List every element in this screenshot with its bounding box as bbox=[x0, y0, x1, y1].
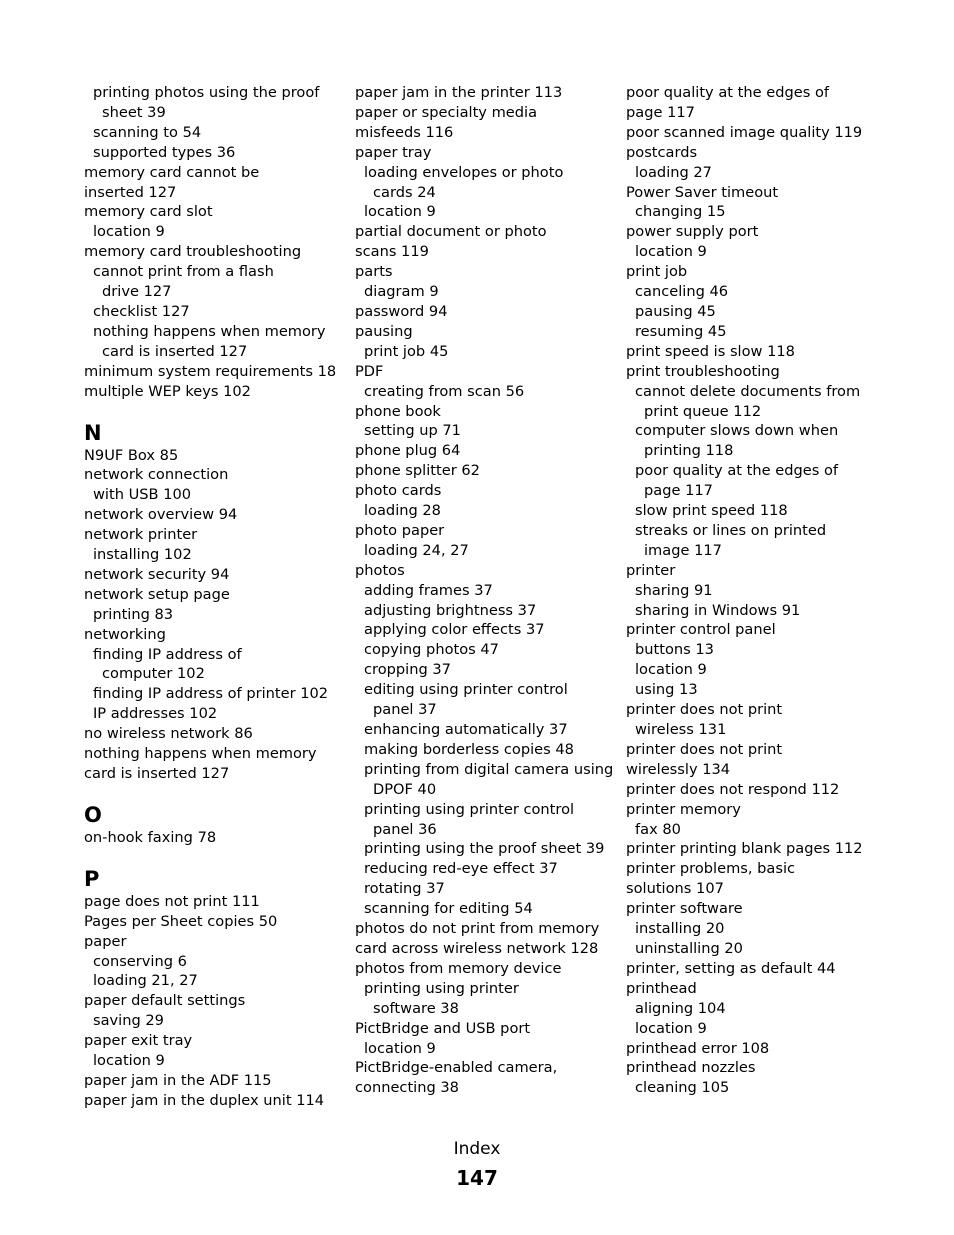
index-entry: parts bbox=[355, 263, 393, 281]
index-subentry: printing photos using the proof bbox=[93, 84, 320, 101]
index-subentry: rotating 37 bbox=[364, 880, 445, 898]
index-subentry: copying photos 47 bbox=[364, 641, 499, 659]
index-subentry: loading envelopes or photo bbox=[364, 163, 564, 181]
index-entry: Power Saver timeout bbox=[626, 183, 779, 201]
index-entry: wirelessly 134 bbox=[626, 760, 731, 778]
index-entry: printer control panel bbox=[626, 621, 776, 639]
index-entry: misfeeds 116 bbox=[355, 123, 454, 141]
index-subentry: printing 83 bbox=[93, 605, 174, 623]
index-entry: paper or specialty media bbox=[355, 103, 538, 121]
index-subentry: cards 24 bbox=[373, 183, 436, 201]
index-subentry: enhancing automatically 37 bbox=[364, 721, 568, 738]
index-entry: no wireless network 86 bbox=[84, 725, 253, 743]
index-subentry: loading 24, 27 bbox=[364, 541, 469, 559]
index-subentry: setting up 71 bbox=[364, 422, 461, 440]
index-subentry: making borderless copies 48 bbox=[364, 740, 574, 758]
index-entry: power supply port bbox=[626, 223, 759, 241]
index-entry: minimum system requirements 18 bbox=[84, 362, 337, 380]
index-column-1 bbox=[84, 83, 346, 1111]
index-entry: photo paper bbox=[355, 521, 445, 539]
index-entry: Pages per Sheet copies 50 bbox=[84, 912, 278, 930]
index-subentry: wireless 131 bbox=[635, 721, 727, 738]
index-entry: poor scanned image quality 119 bbox=[626, 123, 863, 141]
index-entry: paper jam in the duplex unit 114 bbox=[84, 1091, 325, 1109]
index-subentry: conserving 6 bbox=[93, 952, 187, 970]
index-subentry: cannot print from a flash bbox=[93, 263, 274, 281]
index-entry: network connection bbox=[84, 466, 229, 484]
index-subentry: print job 45 bbox=[364, 342, 449, 360]
index-entry: N9UF Box 85 bbox=[84, 446, 179, 464]
index-entry: paper jam in the printer 113 bbox=[355, 84, 563, 101]
index-subentry: editing using printer control bbox=[364, 681, 568, 699]
section-letter-heading: P bbox=[84, 866, 100, 891]
index-entry: pausing bbox=[355, 322, 413, 340]
index-entry: card is inserted 127 bbox=[84, 765, 230, 782]
index-entry: postcards bbox=[626, 143, 698, 161]
index-subentry: loading 27 bbox=[635, 163, 712, 181]
index-subentry: printing 118 bbox=[644, 442, 734, 460]
index-entry: inserted 127 bbox=[84, 183, 177, 201]
index-subentry: poor quality at the edges of bbox=[635, 462, 839, 480]
index-subentry: card is inserted 127 bbox=[102, 342, 248, 360]
index-entry: paper jam in the ADF 115 bbox=[84, 1071, 272, 1089]
index-entry: page does not print 111 bbox=[84, 892, 260, 910]
index-entry: PDF bbox=[355, 362, 384, 380]
index-subentry: software 38 bbox=[373, 999, 459, 1017]
index-entry: printer does not print bbox=[626, 701, 783, 719]
index-subentry: location 9 bbox=[635, 243, 707, 261]
index-entry: poor quality at the edges of bbox=[626, 84, 830, 101]
index-subentry: page 117 bbox=[644, 482, 713, 500]
index-subentry: installing 20 bbox=[635, 920, 725, 938]
index-subentry: with USB 100 bbox=[93, 486, 192, 504]
index-entry: phone plug 64 bbox=[355, 442, 461, 460]
index-subentry: computer slows down when bbox=[635, 422, 839, 440]
index-entry: multiple WEP keys 102 bbox=[84, 382, 251, 400]
index-subentry: scanning to 54 bbox=[93, 123, 202, 141]
index-entry: printhead error 108 bbox=[626, 1039, 770, 1057]
index-column-3 bbox=[626, 83, 888, 1098]
index-subentry: diagram 9 bbox=[364, 283, 439, 301]
index-entry: printer does not respond 112 bbox=[626, 780, 840, 798]
index-subentry: cannot delete documents from bbox=[635, 382, 861, 400]
index-subentry: installing 102 bbox=[93, 546, 192, 564]
index-entry: connecting 38 bbox=[355, 1079, 459, 1097]
index-subentry: location 9 bbox=[93, 1052, 165, 1070]
index-subentry: checklist 127 bbox=[93, 302, 190, 320]
index-entry: printhead nozzles bbox=[626, 1059, 756, 1077]
section-letter-heading: O bbox=[84, 802, 102, 827]
index-subentry: pausing 45 bbox=[635, 302, 716, 320]
index-subentry: canceling 46 bbox=[635, 283, 729, 301]
index-entry: network security 94 bbox=[84, 565, 230, 583]
index-entry: phone splitter 62 bbox=[355, 462, 480, 480]
index-subentry: printing using printer control bbox=[364, 800, 575, 818]
index-subentry: streaks or lines on printed bbox=[635, 521, 827, 539]
index-subentry: panel 36 bbox=[373, 820, 437, 838]
index-subentry: loading 28 bbox=[364, 502, 441, 520]
index-subentry: drive 127 bbox=[102, 283, 172, 301]
index-entry: paper default settings bbox=[84, 992, 246, 1010]
index-subentry: cropping 37 bbox=[364, 661, 451, 679]
index-entry: card across wireless network 128 bbox=[355, 939, 599, 957]
index-subentry: printing using printer bbox=[364, 979, 519, 997]
index-entry: PictBridge-enabled camera, bbox=[355, 1059, 558, 1077]
index-subentry: fax 80 bbox=[635, 820, 681, 838]
index-entry: memory card slot bbox=[84, 203, 213, 221]
index-subentry: image 117 bbox=[644, 541, 722, 559]
index-subentry: sharing in Windows 91 bbox=[635, 601, 801, 619]
index-subentry: slow print speed 118 bbox=[635, 502, 788, 520]
index-entry: print speed is slow 118 bbox=[626, 342, 795, 360]
index-subentry: changing 15 bbox=[635, 203, 726, 221]
index-subentry: IP addresses 102 bbox=[93, 705, 218, 723]
index-entry: printer does not print bbox=[626, 740, 783, 758]
index-subentry: supported types 36 bbox=[93, 143, 236, 161]
index-subentry: finding IP address of printer 102 bbox=[93, 685, 329, 703]
index-entry: printer memory bbox=[626, 800, 741, 818]
index-subentry: reducing red-eye effect 37 bbox=[364, 860, 558, 878]
index-entry: printer software bbox=[626, 900, 743, 918]
index-entry: photos from memory device bbox=[355, 959, 562, 977]
index-entry: phone book bbox=[355, 402, 441, 420]
index-entry: print job bbox=[626, 263, 688, 281]
index-entry: photo cards bbox=[355, 482, 442, 500]
index-subentry: finding IP address of bbox=[93, 645, 242, 663]
index-subentry: applying color effects 37 bbox=[364, 621, 545, 639]
index-subentry: location 9 bbox=[364, 1039, 436, 1057]
index-entry: paper exit tray bbox=[84, 1032, 193, 1050]
index-subentry: computer 102 bbox=[102, 665, 205, 683]
index-entry: networking bbox=[84, 625, 166, 643]
index-entry: printer, setting as default 44 bbox=[626, 959, 836, 977]
index-entry: paper tray bbox=[355, 143, 432, 161]
index-subentry: using 13 bbox=[635, 681, 698, 699]
index-subentry: sharing 91 bbox=[635, 581, 713, 599]
index-subentry: loading 21, 27 bbox=[93, 972, 198, 990]
index-subentry: nothing happens when memory bbox=[93, 322, 326, 340]
index-entry: photos do not print from memory bbox=[355, 920, 600, 938]
index-subentry: buttons 13 bbox=[635, 641, 714, 659]
index-subentry: print queue 112 bbox=[644, 402, 762, 420]
index-entry: paper bbox=[84, 932, 127, 950]
index-subentry: DPOF 40 bbox=[373, 780, 437, 798]
page-number: 147 bbox=[456, 1166, 498, 1190]
index-subentry: saving 29 bbox=[93, 1012, 164, 1030]
index-subentry: uninstalling 20 bbox=[635, 939, 743, 957]
index-entry: printhead bbox=[626, 979, 697, 997]
index-subentry: location 9 bbox=[635, 1019, 707, 1037]
index-subentry: resuming 45 bbox=[635, 322, 727, 340]
index-entry: password 94 bbox=[355, 302, 448, 320]
index-subentry: printing using the proof sheet 39 bbox=[364, 840, 605, 858]
index-subentry: adding frames 37 bbox=[364, 581, 493, 599]
index-entry: network setup page bbox=[84, 585, 230, 603]
index-entry: scans 119 bbox=[355, 243, 429, 261]
footer-section-label: Index bbox=[453, 1139, 501, 1159]
index-entry: partial document or photo bbox=[355, 223, 547, 241]
index-entry: memory card troubleshooting bbox=[84, 243, 302, 261]
index-entry: network overview 94 bbox=[84, 506, 238, 524]
index-entry: printer problems, basic bbox=[626, 860, 796, 878]
index-entry: solutions 107 bbox=[626, 880, 724, 898]
index-entry: print troubleshooting bbox=[626, 362, 780, 380]
index-subentry: cleaning 105 bbox=[635, 1079, 730, 1097]
index-entry: printer printing blank pages 112 bbox=[626, 840, 863, 858]
index-subentry: location 9 bbox=[635, 661, 707, 679]
index-subentry: aligning 104 bbox=[635, 999, 726, 1017]
index-subentry: adjusting brightness 37 bbox=[364, 601, 537, 619]
index-entry: nothing happens when memory bbox=[84, 745, 317, 763]
index-subentry: sheet 39 bbox=[102, 103, 166, 121]
index-entry: photos bbox=[355, 561, 405, 579]
index-entry: PictBridge and USB port bbox=[355, 1019, 531, 1037]
index-entry: page 117 bbox=[626, 103, 695, 121]
index-column-2 bbox=[355, 83, 617, 1098]
index-subentry: panel 37 bbox=[373, 701, 437, 719]
index-entry: network printer bbox=[84, 526, 198, 544]
index-subentry: creating from scan 56 bbox=[364, 382, 525, 400]
index-entry: printer bbox=[626, 561, 676, 579]
index-subentry: location 9 bbox=[93, 223, 165, 241]
index-subentry: scanning for editing 54 bbox=[364, 900, 533, 918]
index-subentry: location 9 bbox=[364, 203, 436, 221]
index-entry: on-hook faxing 78 bbox=[84, 828, 217, 846]
index-entry: memory card cannot be bbox=[84, 163, 260, 181]
index-subentry: printing from digital camera using bbox=[364, 760, 614, 778]
section-letter-heading: N bbox=[84, 420, 102, 445]
